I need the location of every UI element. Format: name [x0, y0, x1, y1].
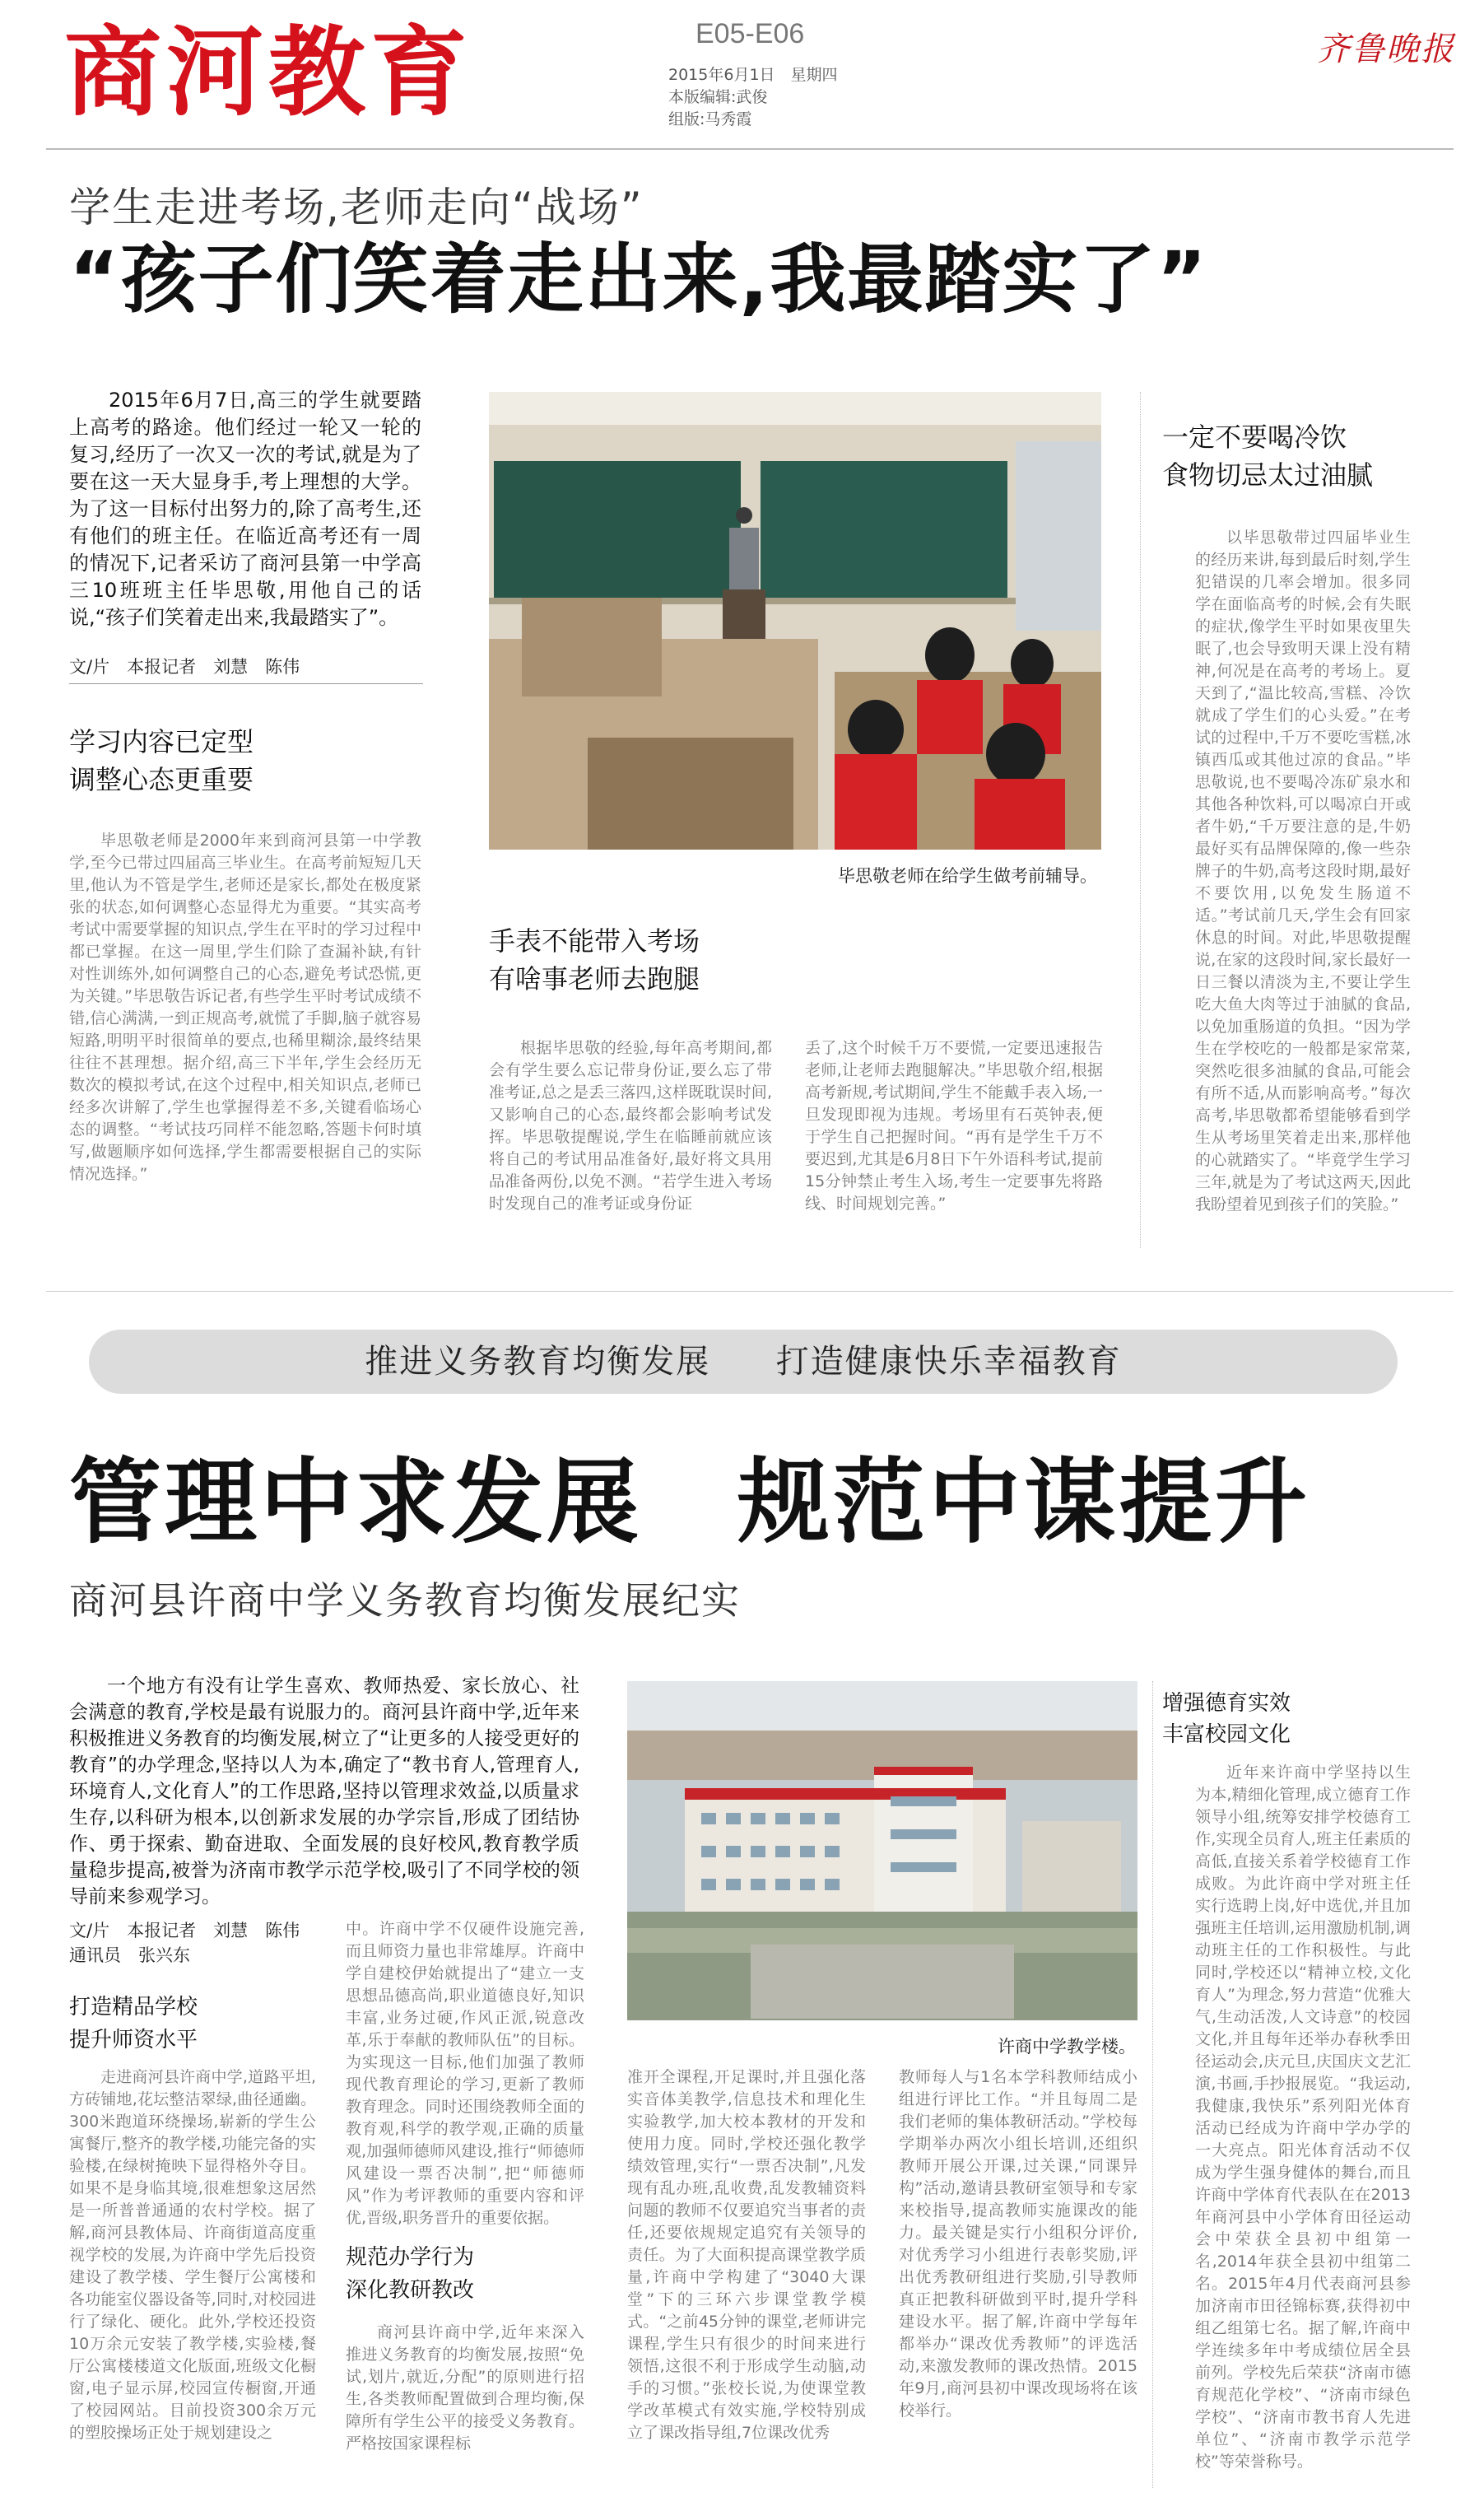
- article2-section3-heading: [1162, 1688, 1291, 1750]
- issue-date: 2015年6月1日 星期四: [668, 66, 838, 84]
- heading-line: 丰富校园文化: [1162, 1722, 1291, 1747]
- school-building-photo: [627, 1681, 1137, 2020]
- article2-photo-caption: 许商中学教学楼。: [998, 2037, 1136, 2057]
- byline-line: 文/片 本报记者 刘慧 陈伟: [69, 1921, 300, 1940]
- section-title: 商河教育: [64, 16, 473, 129]
- heading-line: 手表不能带入考场: [489, 925, 700, 957]
- article2-col4-body: 教师每人与1名本学科教师结成小组进行评比工作。“并且每周二是我们老师的集体教研活动。”学校每学期举办两次小组长培训,还组织教师开展公开课,过关课,“同课异构”活动,邀请县教研室领导和专家来校指导,提高教师实施课改的能力。最关键是实行小组积分评价,对优秀学习小组进行表彰奖励,评出优秀教研组进行奖励,引导教师真正把教科研做到平时,提升学科建设水平。据了解,许商中学每年都举办“课改优秀教师”的评选活动,来激发教师的课改热情。2015年9月,商河县初中课改现场将在该校举行。: [899, 2068, 1137, 2420]
- heading-line: 打造精品学校: [69, 1995, 198, 2020]
- article1-section3-heading: [1162, 418, 1373, 494]
- article2-section1-heading: [69, 1991, 198, 2057]
- article1-section2-body-a: 根据毕思敬的经验,每年高考期间,都会有学生要么忘记带身份证,要么忘了带准考证,总之是丢三落四,这样既耽误时间,又影响自己的心态,最终都会影响考试发挥。毕思敬提醒说,学生在临睡前就应该将自己的考试用品准备好,最好将文具用品准备两份,以免不测。“若学生进入考场时发现自己的准考证或身份证: [489, 1039, 772, 1213]
- article1-section2-heading: [489, 922, 700, 998]
- layout-credit: 组版:马秀霞: [668, 110, 752, 128]
- article2-col3-body: 准开全课程,开足课时,并且强化落实音体美教学,信息技术和理化生实验教学,加大校本教材的开发和使用力度。同时,学校还强化教学绩效管理,实行“一票否决制”,凡发现有乱办班,乱收费,乱发教辅资料问题的教师不仅要追究当事者的责任,还要依规规定追究有关领导的责任。为了大面积提高课堂教学质量,许商中学构建了“3040大课堂”下的三环六步课堂教学模式。“之前45分钟的课堂,老师讲完课程,学生只有很少的时间来进行领悟,这很不利于形成学生动脑,动手的习惯。”张校长说,为使课堂教学改革模式有效实施,学校特别成立了课改指导组,7位课改优秀: [627, 2068, 866, 2442]
- article1-headline: “孩子们笑着走出来,我最踏实了”: [69, 235, 1208, 324]
- editor-credit: 本版编辑:武俊: [668, 88, 768, 106]
- article2-lead: 一个地方有没有让学生喜欢、教师热爱、家长放心、社会满意的教育,学校是最有说服力的。商河县许商中学,近年来积极推进义务教育的均衡发展,树立了“让更多的人接受更好的教育”的办学理念,坚持以人为本,确定了“教书育人,管理育人,环境育人,文化育人”的工作思路,坚持以管理求效益,以质量求生存,以科研为根本,以创新求发展的办学宗旨,形成了团结协作、勇于探索、勤奋进取、全面发展的良好校风,教育教学质量稳步提高,被誉为济南市教学示范学校,吸引了不同学校的领导前来参观学习。: [69, 1675, 579, 1908]
- article2-headline: 管理中求发展 规范中谋提升: [69, 1449, 1310, 1556]
- classroom-photo: [489, 392, 1101, 850]
- article1-lead: 2015年6月7日,高三的学生就要踏上高考的路途。他们经过一轮又一轮的复习,经历了一次又一次的考试,就是为了要在这一天大显身手,考上理想的大学。为了这一目标付出努力的,除了高考生,还有他们的班主任。在临近高考还有一周的情况下,记者采访了商河县第一中学高三10班班主任毕思敬,用他自己的话说,“孩子们笑着走出来,我最踏实了”。: [69, 389, 421, 629]
- newspaper-logo: 齐鲁晚报: [1317, 30, 1455, 68]
- article1-byline: 文/片 本报记者 刘慧 陈伟: [69, 657, 300, 677]
- section-banner: [89, 1330, 1398, 1394]
- article2-subheadline: 商河县许商中学义务教育均衡发展纪实: [69, 1578, 741, 1623]
- article2-col2-heading: [346, 2241, 474, 2307]
- article1-section1-body: 毕思敬老师是2000年来到商河县第一中学教学,至今已带过四届高三毕业生。在高考前短短几天里,他认为不管是学生,老师还是家长,都处在极度紧张的状态,如何调整心态显得尤为重要。“其实高考考试中需要掌握的知识点,学生在平时的学习过程中都已掌握。在这一周里,学生们除了查漏补缺,有针对性训练外,如何调整自己的心态,避免考试恐慌,更为关键。”毕思敬告诉记者,有些学生平时考试成绩不错,信心满满,一到正规高考,就慌了手脚,脑子就容易短路,明明平时很简单的要点,也稀里糊涂,最终结果往往不甚理想。据介绍,高三下半年,学生会经历无数次的模拟考试,在这个过程中,相关知识点,老师已经多次讲解了,学生也掌握得差不多,关键看临场心态的调整。“考试技巧同样不能忽略,答题卡何时填写,做题顺序如何选择,学生都需要根据自己的实际情况选择。”: [69, 832, 421, 1183]
- byline-divider: [69, 683, 423, 684]
- heading-line: 规范办学行为: [346, 2245, 475, 2270]
- article1-section2-body-b: 丢了,这个时候千万不要慌,一定要迅速报告老师,让老师去跑腿解决。”毕思敬介绍,根据高考新规,考试期间,学生不能戴手表入场,一旦发现即视为违规。考场里有石英钟表,便于学生自己把握时间。“再有是学生千万不要迟到,尤其是6月8日下午外语科考试,提前15分钟禁止考生入场,考生一定要事先将路线、时间规划完善。”: [805, 1039, 1103, 1213]
- heading-line: 食物切忌太过油腻: [1162, 459, 1374, 491]
- banner-slogan-right: 打造健康快乐幸福教育: [775, 1343, 1122, 1381]
- article1-kicker: 学生走进考场,老师走向“战场”: [69, 184, 644, 231]
- article2-section1-body: 走进商河县许商中学,道路平坦,方砖铺地,花坛整洁翠绿,曲径通幽。300米跑道环绕操场,崭新的学生公寓餐厅,整齐的教学楼,功能完备的实验楼,在绿树掩映下显得格外夺目。如果不是身临其境,很难想象这居然是一所普普通通的农村学校。据了解,商河县教体局、许商街道高度重视学校的发展,为许商中学先后投资建设了教学楼、学生餐厅公寓楼和各功能室仪器设备等,同时,对校园进行了绿化、硬化。此外,学校还投资10万余元安装了教学楼,实验楼,餐厅公寓楼楼道文化版面,班级文化橱窗,电子显示屏,校园宣传橱窗,开通了校园网站。目前投资300余万元的塑胶操场正处于规划建设之: [69, 2068, 316, 2442]
- heading-line: 学习内容已定型: [69, 726, 254, 757]
- article2-col2-body: 中。许商中学不仅硬件设施完善,而且师资力量也非常雄厚。许商中学自建校伊始就提出了“建立一支思想品德高尚,职业道德良好,知识丰富,业务过硬,作风正派,锐意改革,乐于奉献的教师队伍”的目标。为实现这一目标,他们加强了教师现代教育理论的学习,更新了教师教育理念。同时还围绕教师全面的教育观,科学的教学观,正确的质量观,加强师德师风建设,推行“师德师风建设一票否决制”,把“师德师风”作为考评教师的重要内容和评优,晋级,职务晋升的重要依据。: [346, 1920, 584, 2227]
- heading-line: 一定不要喝冷饮: [1162, 422, 1347, 453]
- article-divider: [46, 1291, 1454, 1292]
- heading-line: 提升师资水平: [69, 2028, 198, 2052]
- banner-slogan-left: 推进义务教育均衡发展: [365, 1343, 711, 1381]
- heading-line: 深化教研教改: [346, 2278, 475, 2303]
- article1-section1-heading: [69, 723, 254, 799]
- heading-line: 增强德育实效: [1162, 1691, 1291, 1716]
- page-numbers: E05-E06: [695, 18, 805, 49]
- masthead-divider: [46, 148, 1454, 150]
- heading-line: 调整心态更重要: [69, 764, 254, 795]
- article2-section3-body: 近年来许商中学坚持以生为本,精细化管理,成立德育工作领导小组,统筹安排学校德育工作,实现全员育人,班主任素质的高低,直接关系着学校德育工作成败。为此许商中学对班主任实行选聘上岗,好中选优,并且加强班主任培训,运用激励机制,调动班主任的工作积极性。与此同时,学校还以“精神立校,文化育人”为理念,努力营造“优雅大气,生动活泼,人文诗意”的校园文化,并且每年还举办春秋季田径运动会,庆元旦,庆国庆文艺汇演,书画,手抄报展览。“我运动,我健康,我快乐”系列阳光体育活动已经成为许商中学办学的一大亮点。阳光体育活动不仅成为学生强身健体的舞台,而且许商中学体育代表队在在2013年商河县中小学体育田径运动会中荣获全县初中组第一名,2014年获全县初中组第二名。2015年4月代表商河县参加济南市田径锦标赛,获得初中组乙组第七名。据了解,许商中学连续多年中考成绩位居全县前列。学校先后荣获“济南市德育规范化学校”、“济南市绿色学校”、“济南市教书育人先进单位”、“济南市教学示范学校”等荣誉称号。: [1195, 1763, 1411, 2471]
- article1-section3-body: 以毕思敬带过四届毕业生的经历来讲,每到最后时刻,学生犯错误的几率会增加。很多同学在面临高考的时候,会有失眠的症状,像学生平时如果夜里失眠了,也会导致明天课上没有精神,何况是在高考的考场上。夏天到了,“温比较高,雪糕、冷饮就成了学生们的心头爱。”在考试的过程中,千万不要吃雪糕,冰镇西瓜或其他过凉的食品。”毕思敬说,也不要喝冷冻矿泉水和其他各种饮料,可以喝凉白开或者牛奶,“千万要注意的是,牛奶最好买有品牌保障的,像一些杂牌子的牛奶,高考这段时期,最好不要饮用,以免发生肠道不适。”考试前几天,学生会有回家休息的时间。对此,毕思敬提醒说,在家的这段时间,家长最好一日三餐以清淡为主,不要让学生吃大鱼大肉等过于油腻的食品,以免加重肠道的负担。“因为学生在学校吃的一般都是家常菜,突然吃很多油腻的食品,可能会有所不适,从而影响高考。”每次高考,毕思敬都希望能够看到学生从考场里笑着走出来,那样他的心就踏实了。“毕竟学生学习三年,就是为了考试这两天,因此我盼望着见到孩子们的笑脸。”: [1195, 529, 1411, 1214]
- byline-line: 通讯员 张兴东: [69, 1945, 190, 1965]
- column-separator: [1152, 1681, 1153, 2488]
- column-separator: [1140, 392, 1141, 1248]
- article1-photo-caption: 毕思敬老师在给学生做考前辅导。: [838, 866, 1097, 886]
- article2-col2-body-b: 商河县许商中学,近年来深入推进义务教育的均衡发展,按照“免试,划片,就近,分配”的原则进行招生,各类教师配置做到合理均衡,保障所有学生公平的接受义务教育。严格按国家课程标: [346, 2323, 584, 2453]
- heading-line: 有啥事老师去跑腿: [489, 963, 700, 995]
- article2-byline: [69, 1918, 300, 1968]
